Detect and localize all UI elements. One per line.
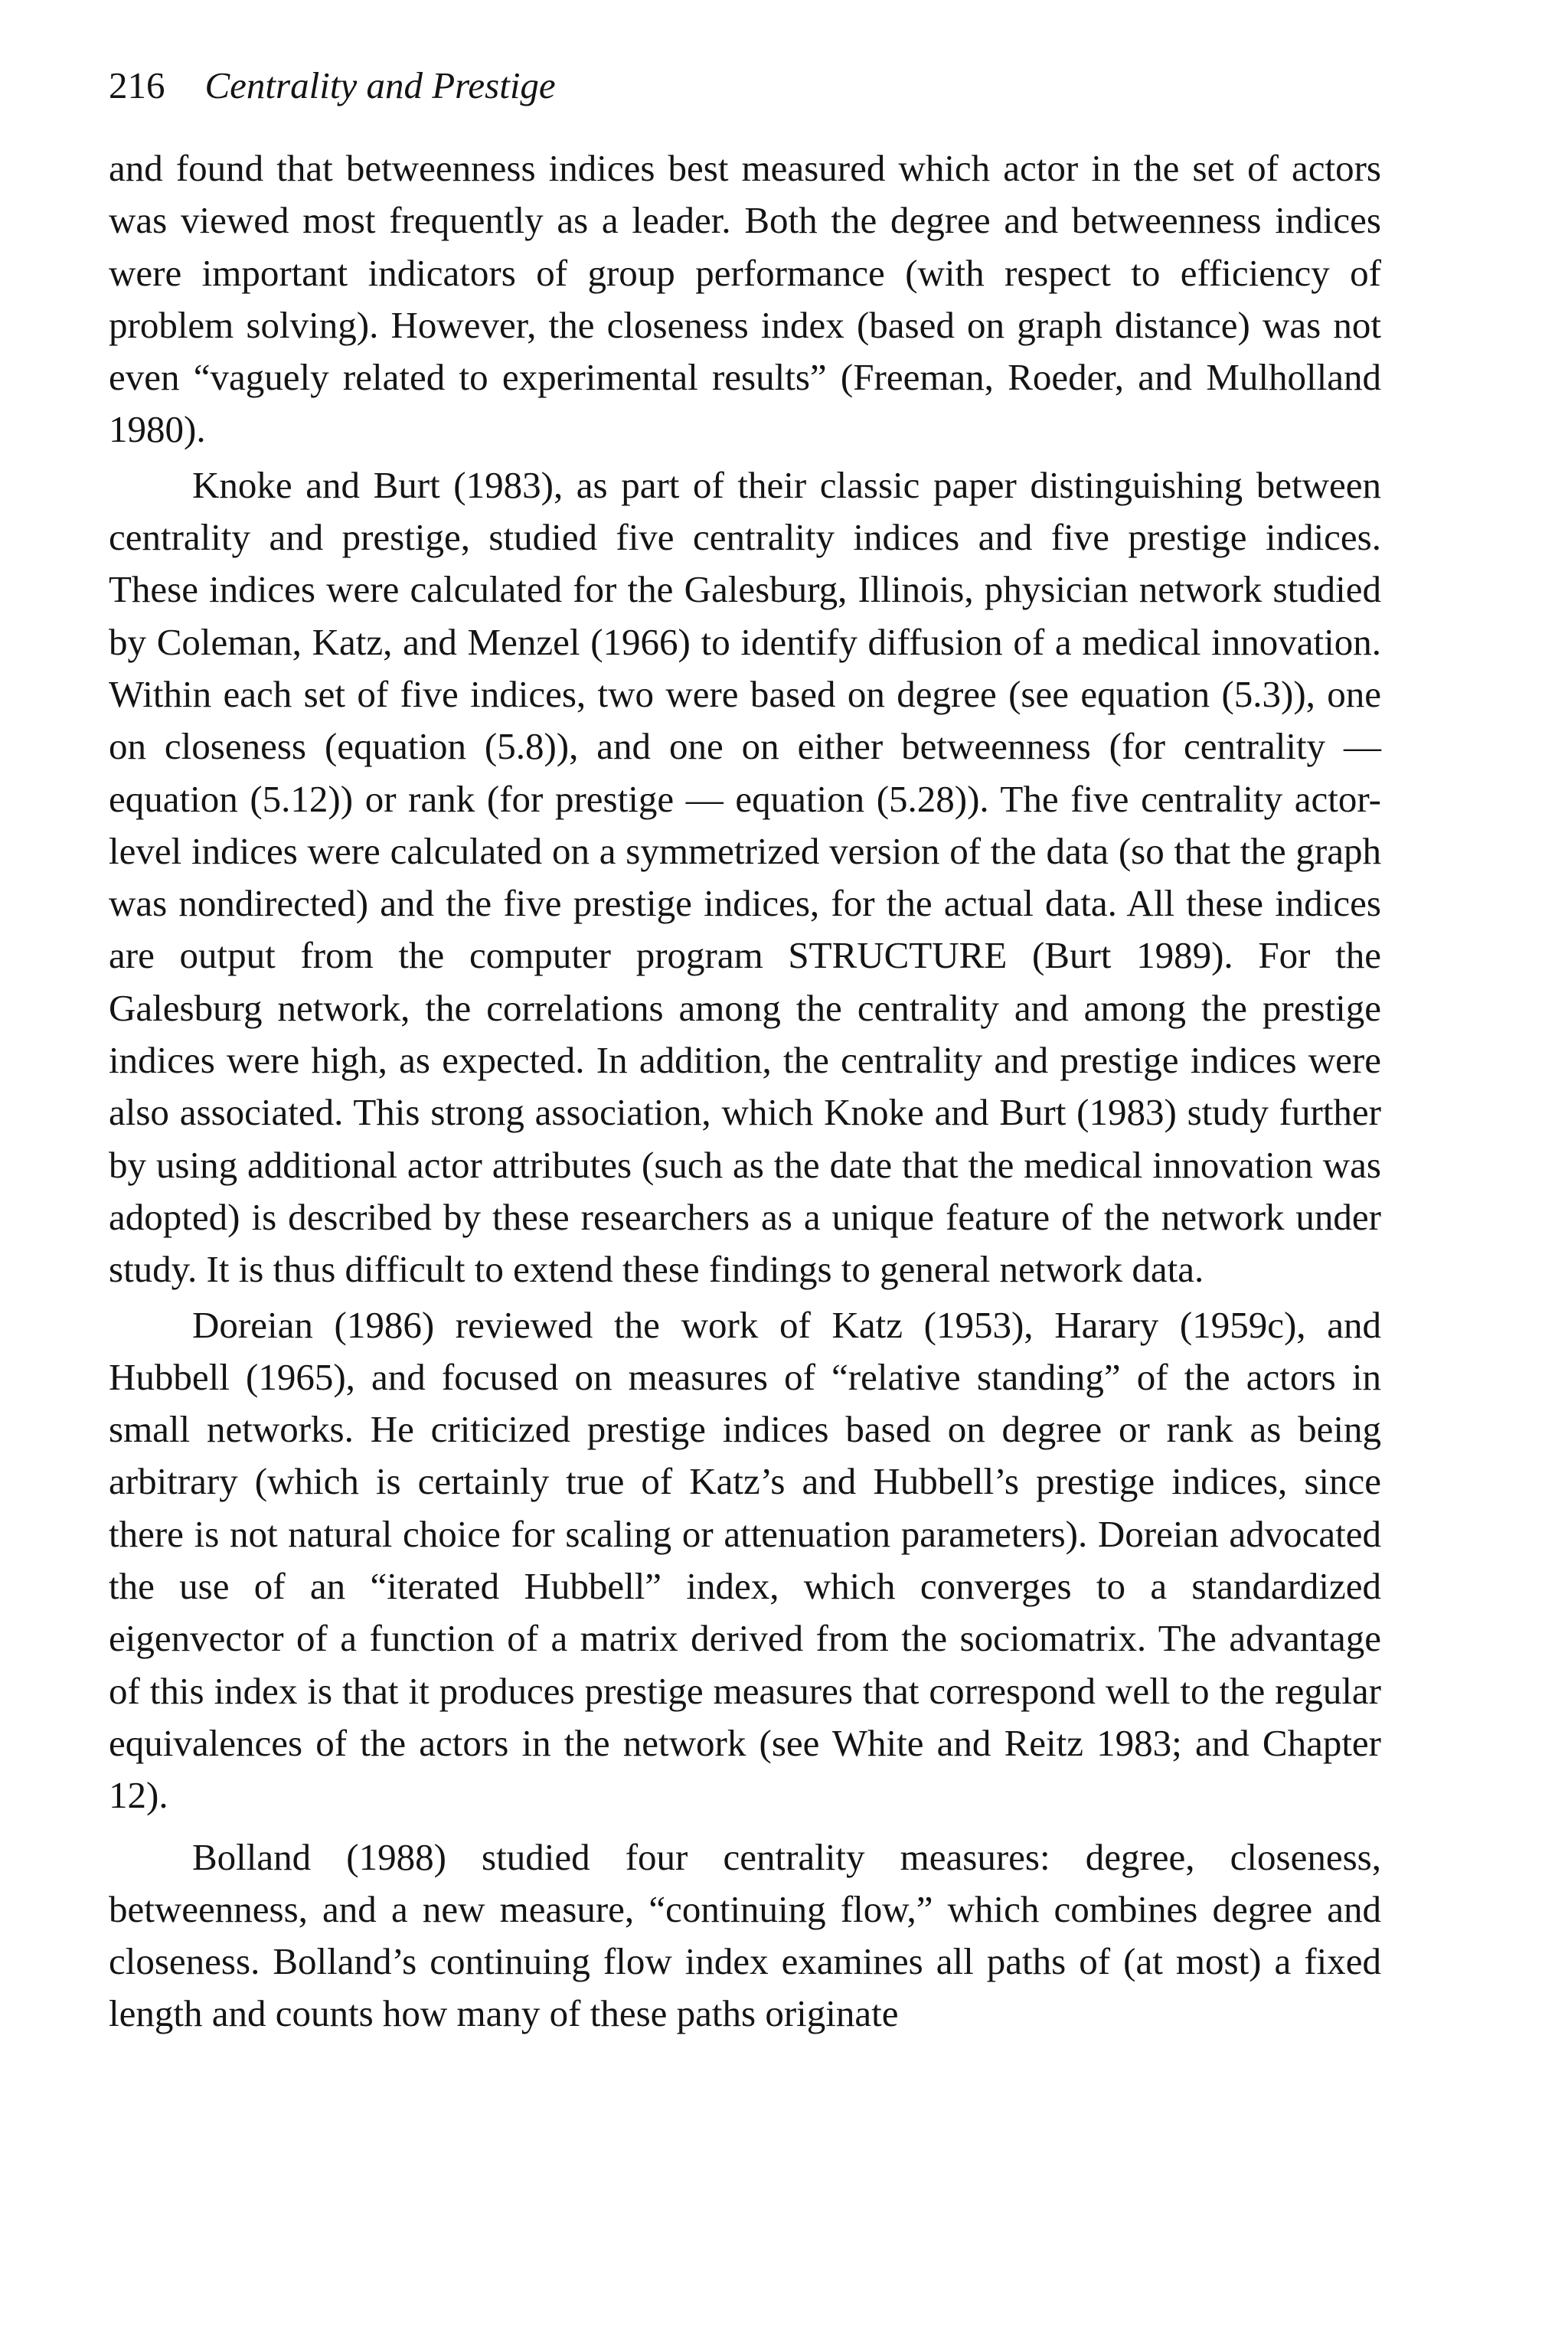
paragraph-bolland: Bolland (1988) studied four centrality measures: degree, closeness, betweenness, and a new measure, “continuing flow,” which combines degree and closeness. Bolland’s continuing flow index examines all paths of (at most) a fixed length and counts how many of these paths originate (109, 1835, 1381, 2035)
paragraph-doreian: Doreian (1986) reviewed the work of Katz (1953), Harary (1959c), and Hubbell (1965), and focused on measures of “relative standing” of the actors in small networks. He criticized prestige indices based on degree or rank as being arbitrary (which is certainly true of Katz’s and Hubbell’s prestige indices, since there is not natural choice for scaling or attenuation parameters). Doreian advocated the use of an “iterated Hubbell” index, which converges to a standardized eigenvector of a function of a matrix derived from the sociomatrix. The advantage of this index is that it produces prestige measures that correspond well to the regular equivalences of the actors in the network (see White and Reitz 1983; and Chapter 12). (109, 1303, 1381, 1817)
page-number: 216 (109, 64, 165, 106)
running-title: Centrality and Prestige (204, 64, 556, 106)
body-text (109, 142, 1381, 2040)
paragraph-continued: and found that betweenness indices best measured which actor in the set of actors was viewed most frequently as a leader. Both the degree and betweenness indices were important indicators of group performance (with respect to efficiency of problem solving). However, the closeness index (based on graph distance) was not even “vaguely related to experimental results” (Freeman, Roeder, and Mulholland 1980). (109, 147, 1381, 451)
paragraph-knoke-burt: Knoke and Burt (1983), as part of their classic paper distinguishing between centrality and prestige, studied five centrality indices and five prestige indices. These indices were calculated for the Galesburg, Illinois, physician network studied by Coleman, Katz, and Menzel (1966) to identify diffusion of a medical innovation. Within each set of five indices, two were based on degree (see equation (5.3)), one on closeness (equation (5.8)), and one on either betweenness (for centrality — equation (5.12)) or rank (for prestige — equation (5.28)). The five centrality actor-level indices were calculated on a symmetrized version of the data (so that the graph was nondirected) and the five prestige indices, for the actual data. All these indices are output from the computer program STRUCTURE (Burt 1989). For the Galesburg network, the correlations among the centrality and among the prestige indices were high, as expected. In addition, the centrality and prestige indices were also associated. This strong association, which Knoke and Burt (1983) study further by using additional actor attributes (such as the date that the medical innovation was adopted) is described by these researchers as a unique feature of the network under study. It is thus difficult to extend these findings to general network data. (109, 463, 1381, 1291)
running-head (109, 63, 556, 109)
